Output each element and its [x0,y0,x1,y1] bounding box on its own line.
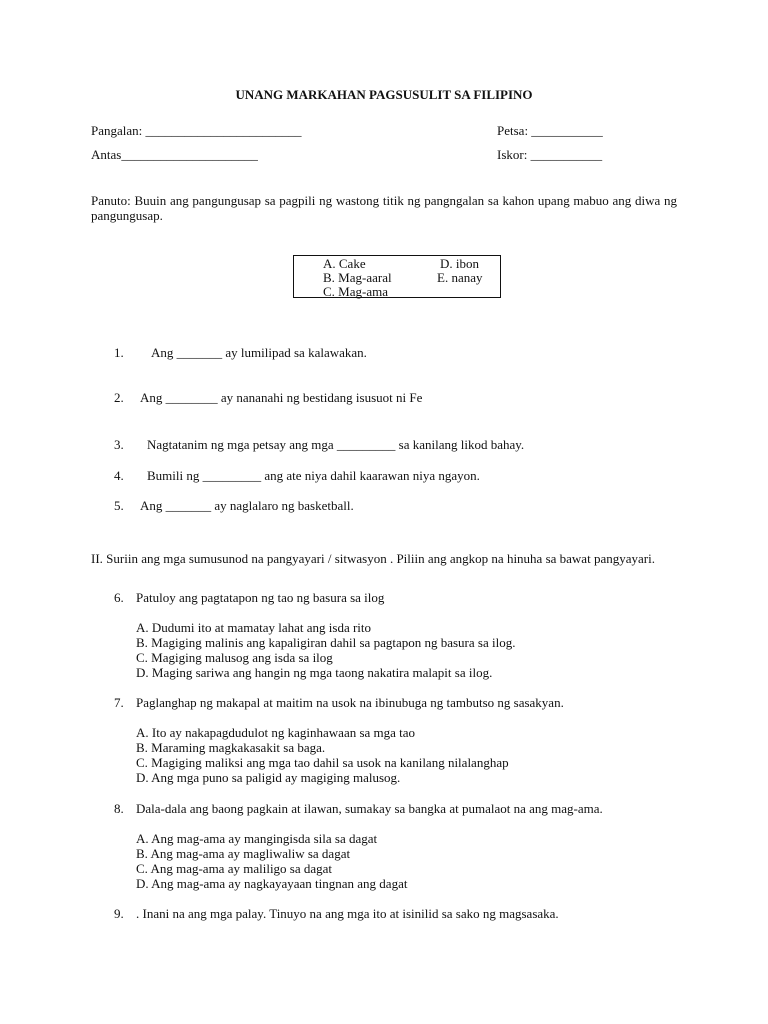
grade-field-label: Antas_____________________ [91,147,258,162]
part2-item-7-number: 7. [114,695,124,710]
word-choice-c: C. Mag-ama [323,284,388,299]
part2-item-8-number: 8. [114,801,124,816]
page-title: UNANG MARKAHAN PAGSUSULIT SA FILIPINO [235,87,533,102]
part2-item-6-text: Patuloy ang pagtatapon ng tao ng basura sa ilog [136,590,385,605]
part2-item-9-number: 9. [114,906,124,921]
part2-item-8-choice-b: B. Ang mag-ama ay magliwaliw sa dagat [136,846,351,861]
instructions: Panuto: Buuin ang pangungusap sa pagpili ng wastong titik ng pangngalan sa kahon upang mabuo ang diwa ng pangungusap. [91,193,677,223]
part2-item-6-number: 6. [114,590,124,605]
date-field-label: Petsa: ___________ [497,123,603,138]
part2-item-8-choice-c: C. Ang mag-ama ay maliligo sa dagat [136,861,333,876]
part2-item-8-text: Dala-dala ang baong pagkain at ilawan, sumakay sa bangka at pumalaot na ang mag-ama. [136,801,603,816]
word-choice-box [293,255,501,298]
score-field-label: Iskor: ___________ [497,147,603,162]
word-choice-b: B. Mag-aaral [323,270,392,285]
part1-item-1-text: Ang _______ ay lumilipad sa kalawakan. [151,345,367,360]
part2-item-6-choice-a: A. Dudumi ito at mamatay lahat ang isda rito [136,620,372,635]
part2-item-7-choice-a: A. Ito ay nakapagdudulot ng kaginhawaan sa mga tao [136,725,416,740]
part1-item-4-number: 4. [114,468,124,483]
word-choice-d: D. ibon [440,256,479,271]
part2-item-8-choice-d: D. Ang mag-ama ay nagkayayaan tingnan ang dagat [136,876,408,891]
part2-item-7-choice-c: C. Magiging maliksi ang mga tao dahil sa usok na kanilang nilalanghap [136,755,509,770]
part2-item-6-choice-c: C. Magiging malusog ang isda sa ilog [136,650,333,665]
part2-item-6-choice-b: B. Magiging malinis ang kapaligiran dahil sa pagtapon ng basura sa ilog. [136,635,516,650]
part2-heading: II. Suriin ang mga sumusunod na pangyayari / sitwasyon . Piliin ang angkop na hinuha sa bawat pangyayari. [91,551,655,566]
part1-item-2-text: Ang ________ ay nananahi ng bestidang isusuot ni Fe [140,390,423,405]
word-choice-e: E. nanay [437,270,483,285]
part1-item-3-number: 3. [114,437,124,452]
part2-item-8-choice-a: A. Ang mag-ama ay mangingisda sila sa dagat [136,831,378,846]
part2-item-7-choice-d: D. Ang mga puno sa paligid ay magiging malusog. [136,770,401,785]
word-choice-a: A. Cake [323,256,366,271]
part1-item-4-text: Bumili ng _________ ang ate niya dahil kaarawan niya ngayon. [147,468,480,483]
part2-item-7-text: Paglanghap ng makapal at maitim na usok na ibinubuga ng tambutso ng sasakyan. [136,695,564,710]
part2-item-6-choice-d: D. Maging sariwa ang hangin ng mga taong nakatira malapit sa ilog. [136,665,493,680]
part2-item-9-text: . Inani na ang mga palay. Tinuyo na ang mga ito at isinilid sa sako ng magsasaka. [136,906,559,921]
name-field-label: Pangalan: ________________________ [91,123,302,138]
part1-item-5-number: 5. [114,498,124,513]
part2-item-7-choice-b: B. Maraming magkakasakit sa baga. [136,740,326,755]
part1-item-2-number: 2. [114,390,124,405]
part1-item-3-text: Nagtatanim ng mga petsay ang mga _________ sa kanilang likod bahay. [147,437,525,452]
part1-item-5-text: Ang _______ ay naglalaro ng basketball. [140,498,354,513]
part1-item-1-number: 1. [114,345,124,360]
